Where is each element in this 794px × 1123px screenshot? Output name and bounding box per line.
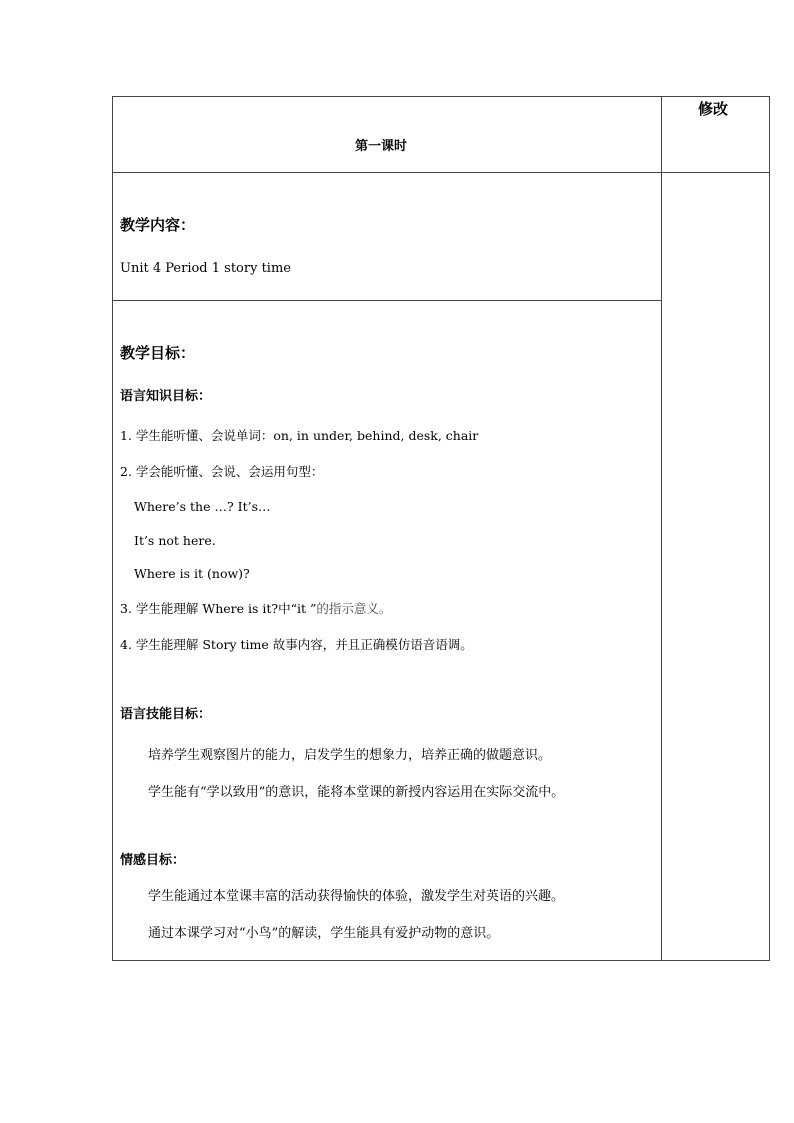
knowledge-item-1: 1. 学生能听懂、会说单词：on, in under, behind, desk, chair [120, 428, 479, 443]
sentence-pattern-1: Where’s the …? It’s… [134, 499, 271, 514]
language-knowledge-heading: 语言知识目标： [120, 389, 212, 404]
header-divider [113, 172, 770, 173]
knowledge-item-3 [120, 603, 391, 616]
edit-column-header: 修改 [698, 100, 729, 118]
knowledge-item-2: 2. 学会能听懂、会说、会运用句型： [120, 464, 324, 479]
emotion-line-1: 学生能通过本堂课丰富的活动获得愉快的体验，激发学生对英语的兴趣。 [148, 889, 565, 904]
goals-heading: 教学目标： [120, 344, 196, 362]
emotion-line-2: 通过本课学习对“小鸟”的解读，学生能具有爱护动物的意识。 [148, 926, 500, 941]
language-skill-heading: 语言技能目标： [120, 707, 212, 722]
content-divider [113, 300, 661, 301]
skill-line-1: 培养学生观察图片的能力，启发学生的想象力，培养正确的做题意识。 [148, 748, 552, 763]
sentence-pattern-3: Where is it (now)? [134, 566, 250, 581]
knowledge-item-3-main: 3. 学生能理解 Where is it?中“it ” [120, 601, 317, 616]
content-heading: 教学内容： [120, 216, 196, 234]
lesson-title: 第一课时 [355, 139, 408, 154]
lesson-plan-table [112, 96, 770, 961]
skill-line-2: 学生能有“学以致用”的意识，能将本堂课的新授内容运用在实际交流中。 [148, 785, 565, 800]
knowledge-item-4: 4. 学生能理解 Story time 故事内容，并且正确模仿语音语调。 [120, 637, 473, 652]
column-divider [661, 97, 662, 960]
emotion-heading: 情感目标： [120, 853, 186, 868]
sentence-pattern-2: It’s not here. [134, 533, 216, 548]
content-text: Unit 4 Period 1 story time [120, 261, 291, 276]
knowledge-item-3-tail: 的指示意义。 [316, 601, 392, 616]
